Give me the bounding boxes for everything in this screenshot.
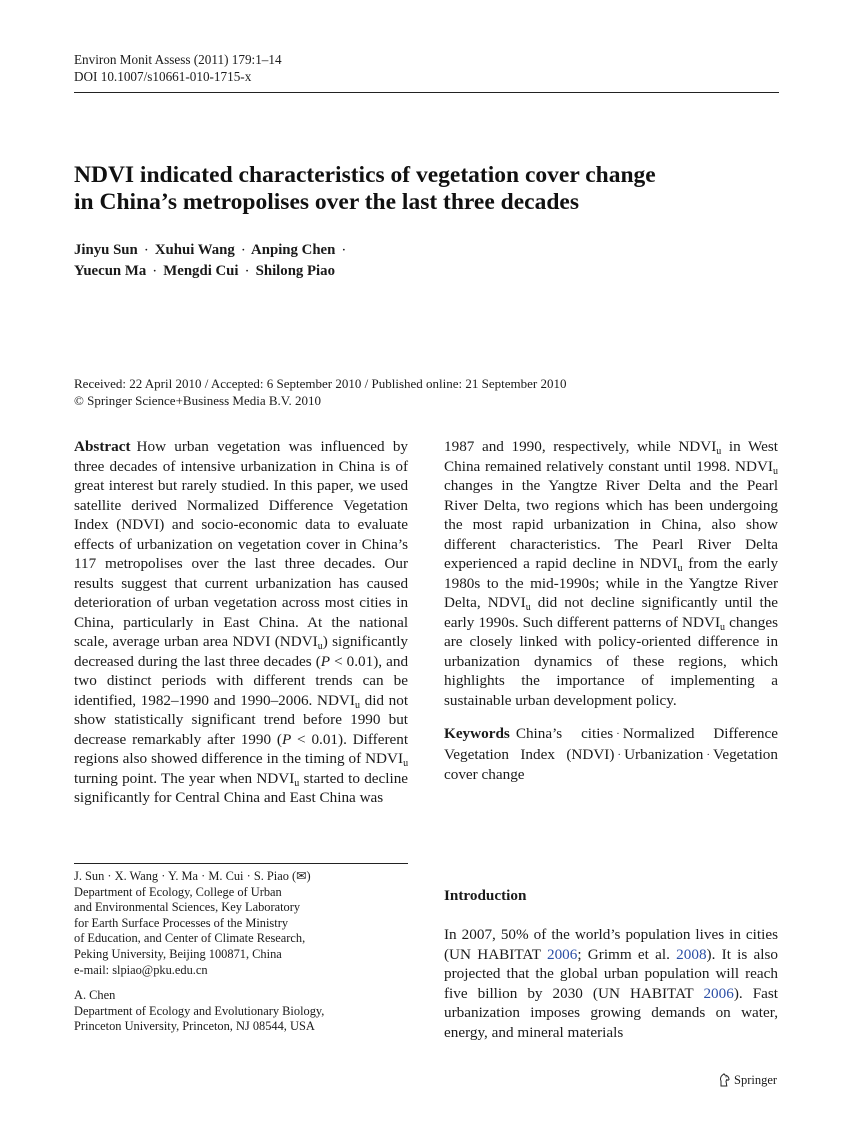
author-name: Jinyu Sun: [74, 242, 138, 258]
keyword-separator: ·: [617, 748, 622, 761]
abstract-column-left: [74, 437, 408, 808]
affiliation-authors: A. Chen: [74, 988, 116, 1003]
abstract-label: Abstract: [74, 438, 131, 455]
publisher-footer: [718, 1071, 777, 1089]
publication-dates: [74, 375, 779, 409]
article-title: [74, 162, 779, 216]
author-line-2: [74, 261, 779, 282]
abstract-text: Abstract How urban vegetation was influenced by three decades of intensive urbanization in China is of great interest but rarely studied. In this paper, we used satellite derived Normalized Difference Vegetation Index (NDVI) and socio-economic data to evaluate effects of urbanization on vegetation cover in China’s 117 metropolises over the last three decades. Our results suggest that current urbanization has caused deterioration of urban vegetation across most cities in China, particularly in East China. At the national scale, average urban area NDVI $(NDVI_u)$ significantly decreased during the last three decades (P < 0.01), and two distinct periods with different trends can be identified, 1982–1990 and 1990–2006. $NDVI_u$ did not show statistically significant trend before 1990 but decrease remarkably after 1990 (P < 0.01). Different regions also showed difference in the timing of $NDVI_u$ turning point. The year when $NDVI_u$ started to decline significantly for Central China and East China was: [74, 438, 409, 806]
citation-link[interactable]: 2006: [703, 984, 734, 1002]
journal-header: [74, 51, 282, 85]
footnote-rule: [74, 863, 408, 864]
publisher-name: Springer: [734, 1073, 778, 1087]
author-list: [74, 240, 779, 281]
abstract-continued: 1987 and 1990, respectively, while $NDVI_u$ in West China remained relatively constant until 1998. $NDVI_u$ changes in the Yangtze River Delta and the Pearl River Delta, two regions which has been undergoing the most rapid urbanization in China, also show different characteristics. The Pearl River Delta experienced a rapid decline in $NDVI_u$ from the early 1980s to the mid-1990s; while in the Yangtze River Delta, $NDVI_u$ did not decline significantly until the early 1990s. Such different patterns of $NDVI_u$ changes are closely linked with policy-oriented difference in urbanization dynamics of these regions, which highlights the importance of implementing a sustainable urban development policy.: [444, 438, 779, 709]
author-name: Anping Chen: [251, 242, 336, 258]
author-name: Xuhui Wang: [154, 242, 235, 258]
keyword-separator: ·: [616, 728, 620, 740]
affiliations: [74, 869, 408, 1045]
journal-citation: Environ Monit Assess (2011) 179:1–14: [74, 52, 282, 67]
title-line-1: NDVI indicated characteristics of vegetation cover change: [74, 162, 656, 188]
introduction-body: [444, 925, 778, 1043]
header-rule: [74, 92, 779, 93]
corresponding-email[interactable]: e-mail: slpiao@pku.edu.cn: [74, 962, 208, 977]
affiliation-line: Department of Ecology, College of Urban: [74, 884, 282, 899]
affiliation-line: Peking University, Beijing 100871, China: [74, 946, 282, 961]
doi: DOI 10.1007/s10661-010-1715-x: [74, 69, 252, 84]
author-separator: ·: [245, 264, 249, 277]
author-name: Mengdi Cui: [163, 262, 239, 279]
keywords: [444, 724, 778, 785]
affiliation-line: and Environmental Sciences, Key Laboratory: [74, 900, 301, 915]
springer-horse-icon: [718, 1073, 731, 1087]
affiliation-line: Princeton University, Princeton, NJ 08544, USA: [74, 1019, 315, 1034]
affiliation-line: of Education, and Center of Climate Research,: [74, 931, 306, 946]
keyword: Urbanization: [624, 745, 704, 763]
citation-link[interactable]: 2006: [546, 945, 578, 963]
mail-icon: ✉: [296, 869, 307, 883]
affiliation-line: for Earth Surface Processes of the Ministry: [74, 915, 289, 930]
keyword: Vegetation cover change: [444, 745, 778, 783]
citation-link[interactable]: 2008: [676, 945, 707, 963]
keywords-label: Keywords: [444, 725, 510, 742]
author-line-1: [74, 240, 779, 261]
affiliation-authors: J. Sun · X. Wang · Y. Ma · M. Cui · S. Piao (: [74, 869, 297, 883]
section-heading-introduction: Introduction: [444, 887, 527, 904]
affiliation-line: Department of Ecology and Evolutionary Biology,: [74, 1003, 325, 1018]
affiliation-2: [74, 988, 408, 1035]
received-accepted-published: Received: 22 April 2010 / Accepted: 6 September 2010 / Published online: 21 September 2010: [74, 376, 567, 391]
keyword-separator: ·: [706, 748, 711, 761]
author-name: Yuecun Ma: [74, 262, 147, 279]
author-separator: ·: [342, 244, 346, 256]
keyword: Normalized Difference Vegetation Index (NDVI): [444, 725, 778, 763]
title-line-2: in China’s metropolises over the last three decades: [74, 189, 579, 215]
author-name: Shilong Piao: [255, 262, 335, 279]
copyright: © Springer Science+Business Media B.V. 2010: [74, 393, 321, 408]
introduction-paragraph: In 2007, 50% of the world’s population lives in cities (UN HABITAT 2006; Grimm et al. 2008). It is also projected that the global urban population will reach five billion by 2030 (UN HABITAT 2006). Fast urbanization imposes growing demands on water, energy, and mineral materials: [444, 926, 779, 1041]
author-separator: ·: [241, 244, 246, 256]
affiliation-1: J. Sun · X. Wang · Y. Ma · M. Cui · S. Piao (✉) Department of Ecology, College of Urban and Environmental Sciences, Key Laboratory for Earth Surface Processes of the Ministry of Education, and Center of Climate Research, Peking University, Beijing 100871, China e-mail: slpiao@pku.edu.cn: [74, 869, 408, 978]
keyword: China’s cities: [515, 725, 614, 742]
abstract-column-right: [444, 437, 778, 785]
author-separator: ·: [144, 244, 149, 256]
author-separator: ·: [152, 264, 157, 277]
